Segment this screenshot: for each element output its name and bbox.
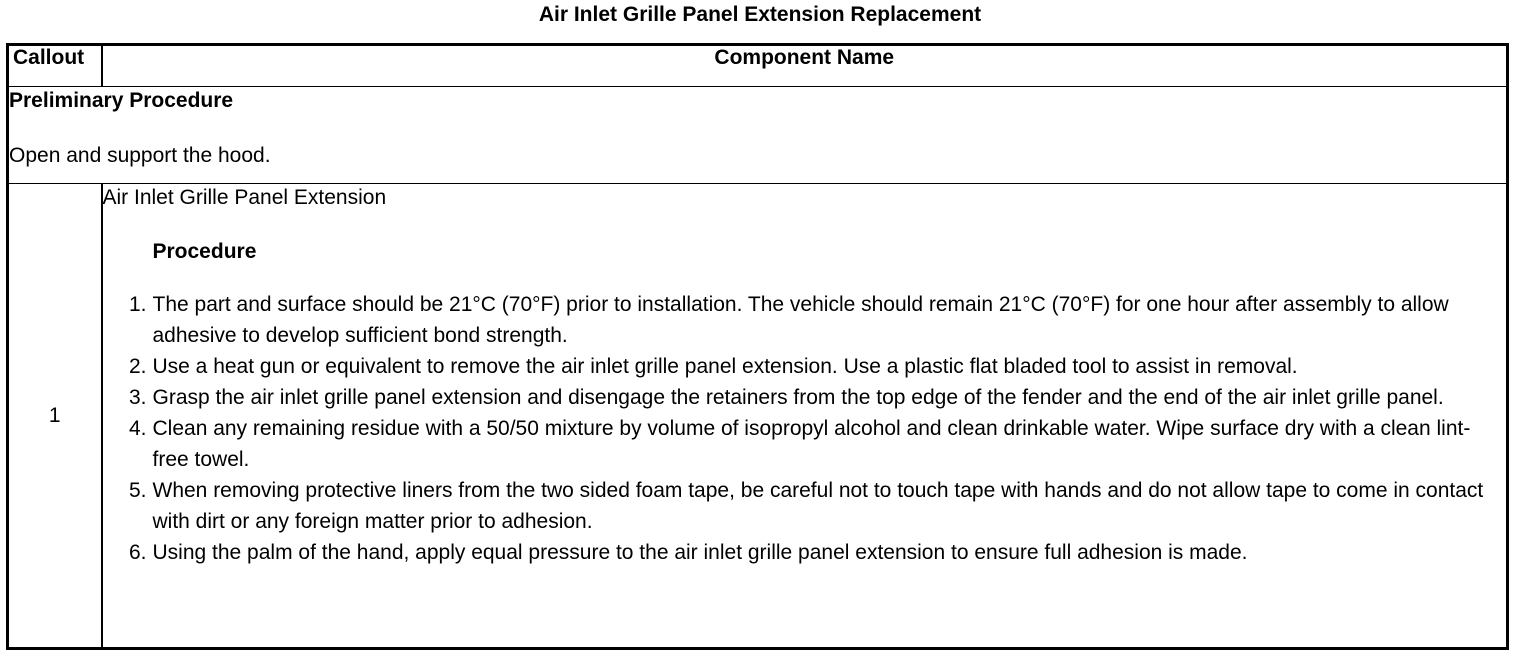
step-number: 1. (128, 293, 147, 316)
step-text: When removing protective liners from the two sided foam tape, be careful not to touch tape with hands and do not allow tape to come in contact with dirt or any foreign matter prior to adhesion. (152, 479, 1484, 533)
step-number: 2. (128, 355, 147, 378)
procedure-step (128, 289, 1507, 351)
step-text: Clean any remaining residue with a 50/50 mixture by volume of isopropyl alcohol and clean drinkable water. Wipe surface dry with a clean lint-free towel. (152, 417, 1471, 471)
document-title: Air Inlet Grille Panel Extension Replacement (538, 3, 982, 26)
preliminary-procedure-row (8, 87, 1508, 184)
procedure-steps-list (103, 289, 1507, 568)
callout-number: 1 (8, 184, 102, 649)
procedure-step (128, 351, 1507, 382)
procedure-step (128, 382, 1507, 413)
step-text: Grasp the air inlet grille panel extension and disengage the retainers from the top edge of the fender and the end of the air inlet grille panel. (152, 386, 1444, 409)
step-text: Using the palm of the hand, apply equal pressure to the air inlet grille panel extension to ensure full adhesion is made. (152, 541, 1248, 564)
procedure-table (6, 43, 1509, 650)
procedure-label: Procedure (152, 240, 257, 263)
table-row (8, 184, 1508, 649)
procedure-step (128, 413, 1507, 475)
step-number: 5. (128, 479, 147, 502)
preliminary-procedure-title: Preliminary Procedure (9, 89, 234, 112)
procedure-step (128, 537, 1507, 568)
step-number: 6. (128, 541, 147, 564)
step-text: The part and surface should be 21°C (70°F) prior to installation. The vehicle should remain 21°C (70°F) for one hour after assembly to allow adhesive to develop sufficient bond strength. (152, 293, 1449, 347)
preliminary-procedure-text: Open and support the hood. (9, 144, 271, 167)
step-text: Use a heat gun or equivalent to remove the air inlet grille panel extension. Use a plastic flat bladed tool to assist in removal. (152, 355, 1298, 378)
procedure-step (128, 475, 1507, 537)
step-number: 4. (128, 417, 147, 440)
component-cell (102, 184, 1508, 649)
preliminary-procedure-cell (8, 87, 1508, 184)
component-name: Air Inlet Grille Panel Extension (102, 186, 387, 209)
step-number: 3. (128, 386, 147, 409)
table-header-row (8, 45, 1508, 87)
callout-column-header: Callout (8, 45, 102, 87)
component-name-column-header: Component Name (102, 45, 1508, 87)
